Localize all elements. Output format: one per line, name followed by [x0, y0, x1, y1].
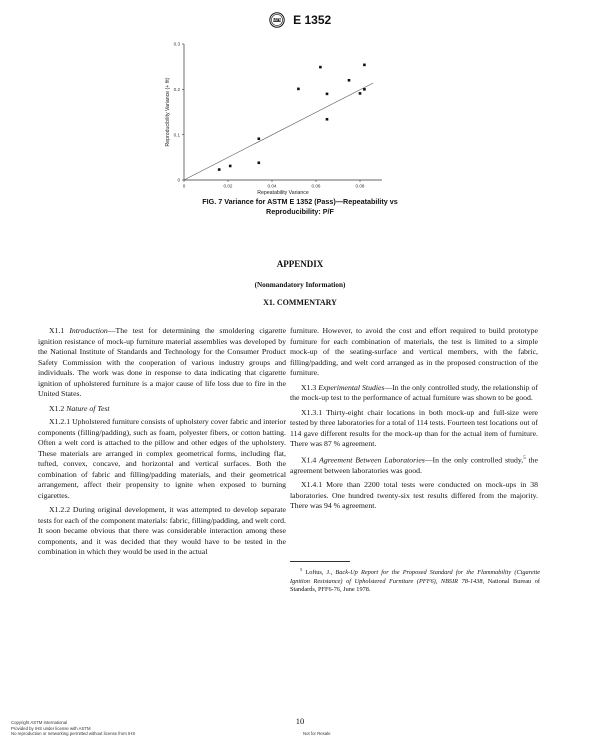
data-point	[363, 64, 366, 67]
page-number: 10	[295, 716, 305, 726]
data-point	[348, 79, 351, 82]
data-point	[326, 93, 329, 96]
footnote-rule	[290, 561, 350, 562]
standard-code: E 1352	[293, 13, 332, 27]
y-tick-label: 0.2	[173, 86, 180, 92]
paragraph-x1-4-1: X1.4.1 More than 2200 total tests were conducted on mock-ups in 38 laboratories. One hundred twenty-six test results differed from the majority. There was 94 % agreement.	[290, 480, 538, 511]
data-point	[297, 88, 300, 91]
paragraph-x1-2-2: X1.2.2 During original development, it was attempted to develop separate tests for each of the component materials: fabric, filling/padding, and welt cord. It soon became obvious that there was considerable interaction among these components, and it was decided that they would have to be tested in the combination in which they would be used in the actual	[38, 505, 286, 556]
caption-line-2: Reproducibility: P/F	[266, 207, 334, 216]
chart-axes	[184, 44, 382, 180]
data-point	[229, 165, 232, 168]
data-point	[319, 66, 322, 69]
x-axis-label: Repeatability Variance	[257, 190, 309, 196]
data-point	[258, 137, 261, 140]
footnote: $^5$ Loftus, J., Back-Up Report for the Proposed Standard for the Flammability (Cigarette Ignition Resistance) of Upholstered Furniture (PFF6), NBSIR 78-1438, National Bureau of Standards, PFF6-76, June 1978.	[290, 567, 540, 594]
regression-line	[184, 83, 373, 180]
astm-logo-icon	[269, 12, 285, 28]
data-point	[258, 161, 261, 164]
x-axis-ticks	[183, 180, 365, 189]
data-point	[326, 118, 329, 121]
heading-x1-2: X1.2 Nature of Test	[49, 403, 110, 413]
x-tick-label: 0.02	[223, 183, 233, 189]
figure-caption	[150, 197, 450, 217]
y-tick-label: 0.1	[173, 132, 180, 138]
data-points	[218, 64, 366, 171]
paragraph-continuation: furniture. However, to avoid the cost and effort required to build prototype furniture for each combination of materials, the test is limited to a simple mock-up of the seating-surface and vertical members, with the fabric, filling/padding, and welt cord arranged as in the proposed construction of the furniture.	[290, 326, 538, 377]
data-point	[363, 88, 366, 91]
y-axis-ticks	[174, 42, 184, 183]
appendix-title: APPENDIX	[276, 259, 324, 269]
y-tick-label: 0.3	[173, 41, 180, 47]
y-tick-label: 0	[177, 177, 180, 183]
data-point	[218, 168, 221, 171]
appendix-subtitle: (Nonmandatory Information)	[254, 281, 346, 289]
x-tick-label: 0.06	[311, 183, 321, 189]
x-tick-label: 0	[182, 183, 186, 189]
section-heading: X1. COMMENTARY	[263, 298, 337, 307]
resale-notice: Not for Resale	[303, 731, 331, 736]
copyright-notice: Copyright ASTM International Provided by IHS under license with ASTM No reproduction or networking permitted without license from IHS	[11, 720, 136, 736]
fit-line	[184, 83, 373, 180]
variance-scatter-chart	[160, 36, 400, 196]
x-tick-label: 0.08	[355, 183, 365, 189]
right-column	[290, 326, 538, 516]
caption-line-1: FIG. 7 Variance for ASTM E 1352 (Pass)—Repeatability vs	[202, 197, 398, 206]
svg-text:ASTM: ASTM	[272, 18, 282, 23]
left-column	[38, 326, 286, 562]
y-axis-label: Reproducibility Variance (+ fit)	[165, 77, 171, 147]
x-tick-label: 0.04	[267, 183, 277, 189]
paragraph-x1-2-1: X1.2.1 Upholstered furniture consists of upholstery cover fabric and interior components (filling/padding), such as foam, polyester fibers, or cotton batting. Often a welt cord is attached to the pillow and other edges of the upholstery. These materials are arranged in complex geometrical forms, including flat, tufted, convex, concave, and horizontal and vertical surfaces. Both the combination of fabric and filling/padding materials, and their geometrical arrangement, affect their propensity to ignite when exposed to burning cigarettes.	[38, 417, 286, 500]
data-point	[359, 92, 362, 95]
paragraph-x1-3-1: X1.3.1 Thirty-eight chair locations in both mock-up and full-size were tested by three laboratories for a total of 114 tests. Fourteen test locations out of 114 gave different results for the mock-up than for the actual item of furniture. There was 87 % agreement.	[290, 407, 538, 448]
paragraph-x1-3: X1.3 Experimental Studies—In the only controlled study, the relationship of the mock-up test to the performance of actual furniture was shown to be good.	[290, 382, 539, 402]
page-header	[0, 12, 600, 32]
paragraph-x1-4: X1.4 Agreement Between Laboratories—In the only controlled study,$^5$ the agreement between laboratories was good.	[290, 455, 538, 475]
paragraph-x1-1: X1.1 Introduction—The test for determining the smoldering cigarette ignition resistance of mock-up furniture material assemblies was developed by the National Institute of Standards and Technology for the Consumer Product Safety Commission with the cooperation of various industry groups and individuals. The work was done in response to data indicating that cigarette ignition of upholstered furniture is a major cause of life loss due to fire in the United States.	[38, 326, 287, 398]
